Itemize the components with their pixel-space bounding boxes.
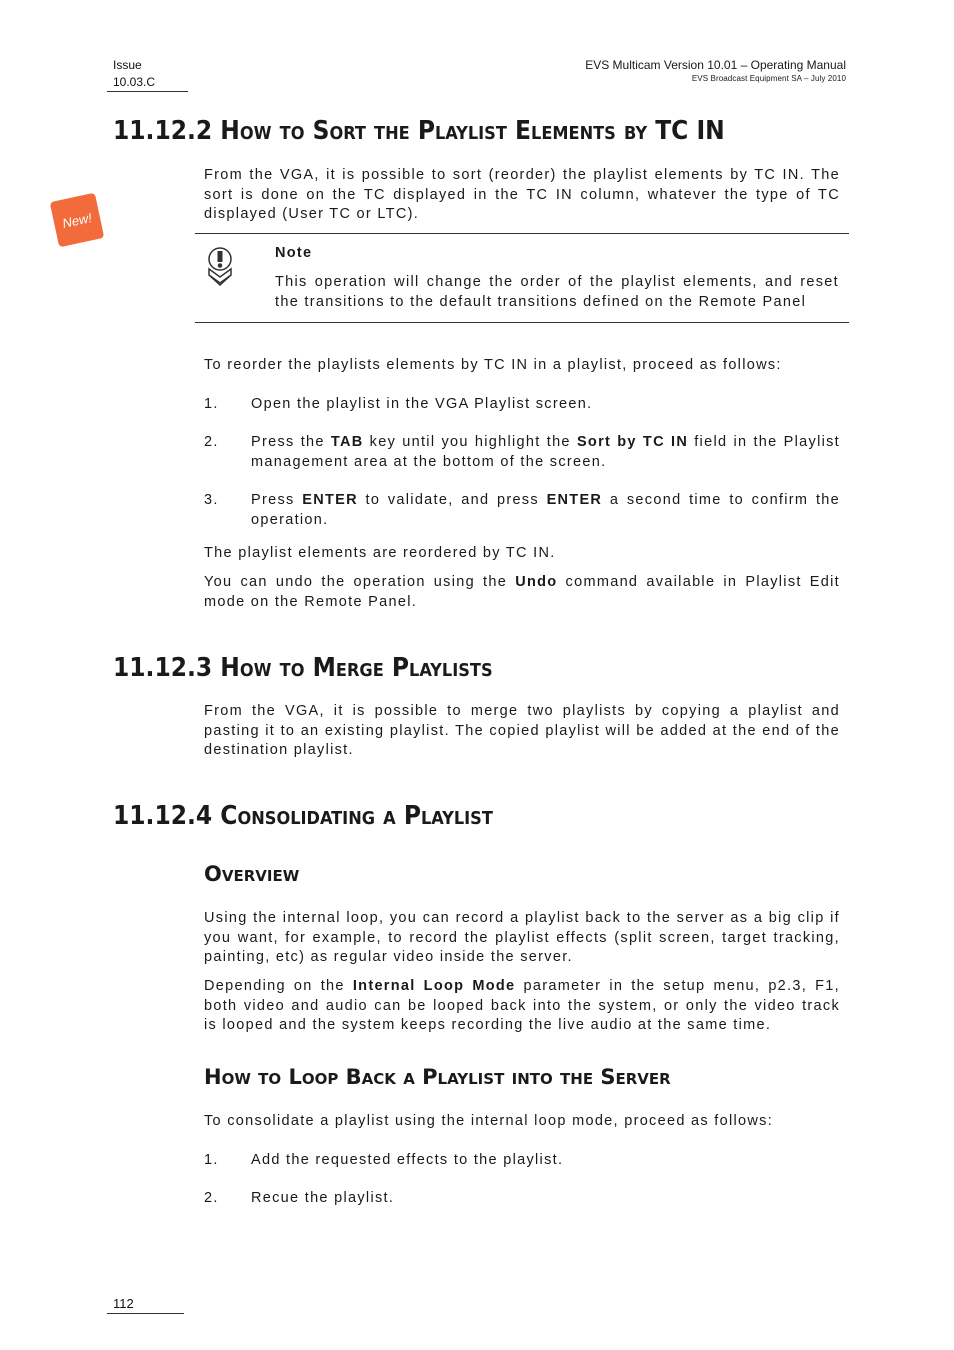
page-number: 112	[113, 1296, 134, 1311]
section-title: How to Merge Playlists	[220, 653, 493, 683]
sort-intro-paragraph: From the VGA, it is possible to sort (reorder) the playlist elements by TC IN. The sort is done on the TC displayed in the TC IN column, whatever the type of TC displayed (User TC or LTC).	[204, 167, 840, 222]
command-undo: Undo	[515, 574, 558, 590]
header-rule-left	[107, 91, 188, 92]
note-box	[195, 233, 849, 323]
list-item-number: 2.	[204, 1190, 219, 1206]
overview-paragraph-2: Depending on the Internal Loop Mode parameter in the setup menu, p2.3, F1, both video and audio can be looped back into the system, or only the video track is looped and the system keeps recording the live audio at the same time.	[204, 978, 840, 1033]
list-item-text: Open the playlist in the VGA Playlist screen.	[251, 396, 593, 412]
company-line: EVS Broadcast Equipment SA – July 2010	[691, 74, 846, 83]
list-item-text: Press the TAB key until you highlight the Sort by TC IN field in the Playlist management area at the bottom of the screen.	[251, 434, 840, 470]
note-text: This operation will change the order of the playlist elements, and reset the transitions to the default transitions defined on the Remote Panel	[275, 274, 839, 310]
list-item-text: Press ENTER to validate, and press ENTER a second time to confirm the operation.	[251, 492, 840, 528]
subsection-heading-loop-back: How to Loop Back a Playlist into the Server	[204, 1065, 671, 1089]
key-enter: ENTER	[302, 492, 358, 508]
key-tab: TAB	[330, 434, 364, 450]
key-enter: ENTER	[546, 492, 603, 508]
section-heading-consolidating	[113, 801, 493, 831]
list-item-text: Recue the playlist.	[251, 1190, 395, 1206]
subsection-heading-overview: Overview	[204, 862, 300, 886]
loop-procedure-intro: To consolidate a playlist using the internal loop mode, proceed as follows:	[204, 1113, 774, 1129]
section-heading-merge	[113, 653, 493, 683]
section-number: 11.12.3	[113, 653, 213, 683]
parameter-internal-loop-mode: Internal Loop Mode	[352, 978, 516, 994]
list-item-number: 1.	[204, 1152, 219, 1168]
section-number: 11.12.4	[113, 801, 213, 831]
overview-paragraph-1: Using the internal loop, you can record a playlist back to the server as a big clip if you want, for example, to record the playlist effects (split screen, target tracking, painting, etc) as regular video inside the server.	[204, 910, 840, 965]
field-sort-by-tc-in: Sort by TC IN	[576, 434, 689, 450]
section-heading-sort	[113, 116, 725, 146]
section-number: 11.12.2	[113, 116, 213, 146]
list-item-number: 2.	[204, 434, 219, 450]
list-item-number: 1.	[204, 396, 219, 412]
note-icon	[203, 245, 237, 289]
issue-label: Issue	[113, 58, 142, 72]
undo-paragraph: You can undo the operation using the Undo command available in Playlist Edit mode on the Remote Panel.	[204, 574, 840, 610]
merge-paragraph: From the VGA, it is possible to merge two playlists by copying a playlist and pasting it to an existing playlist. The copied playlist will be added at the end of the destination playlist.	[204, 703, 840, 758]
new-badge-text: New!	[60, 209, 94, 231]
manual-title: EVS Multicam Version 10.01 – Operating Manual	[585, 58, 846, 72]
footer-rule	[107, 1313, 184, 1314]
sort-result-paragraph: The playlist elements are reordered by TC IN.	[204, 545, 556, 561]
note-label: Note	[275, 245, 313, 261]
section-title: Consolidating a Playlist	[220, 801, 493, 831]
list-item-number: 3.	[204, 492, 219, 508]
list-item-text: Add the requested effects to the playlist.	[251, 1152, 564, 1168]
new-badge-icon	[50, 193, 105, 248]
section-title-tail: TC IN	[655, 116, 725, 146]
issue-number: 10.03.C	[113, 75, 156, 89]
section-title: How to Sort the Playlist Elements by	[220, 116, 656, 146]
sort-procedure-intro: To reorder the playlists elements by TC IN in a playlist, proceed as follows:	[204, 357, 782, 373]
